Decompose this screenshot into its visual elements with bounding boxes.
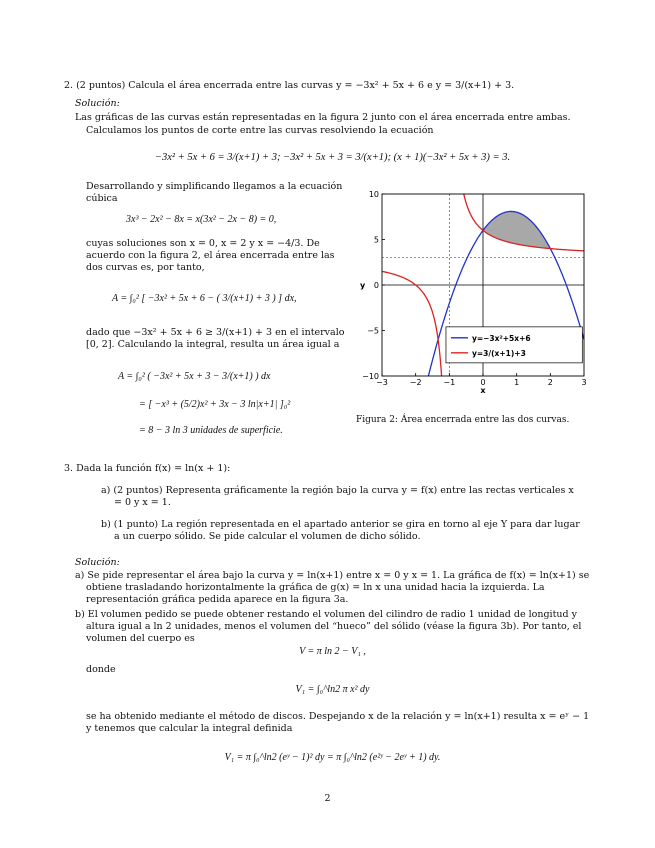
problem2-statement: 2. (2 puntos) Calcula el área encerrada entre las curvas y = −3x² + 5x + 6 e y = 3/(x+1) + 3. <box>64 80 515 91</box>
equation-intersections: −3x² + 5x + 6 = 3/(x+1) + 3; −3x² + 5x + 3 = 3/(x+1); (x + 1)(−3x² + 5x + 3) = 3. <box>154 152 511 163</box>
y-tick-label: −10 <box>362 372 379 381</box>
equation-v1: V₁ = ∫₀^ln2 π x² dy <box>295 684 370 695</box>
problem2-solution-label: Solución: <box>75 98 120 109</box>
equation-area-integral: A = ∫₀² [ −3x² + 5x + 6 − ( 3/(x+1) + 3 ) ] dx, <box>112 293 297 304</box>
problem3-part-a: a) (2 puntos) Representa gráficamente la región bajo la curva y = f(x) entre las rectas verticales x = 0 y x = 1. <box>101 485 574 508</box>
problem2-paragraph-4: cuyas soluciones son x = 0, x = 2 y x = −4/3. De acuerdo con la figura 2, el área encerrada entre las dos curvas es, por tanto, <box>86 238 335 273</box>
problem2-paragraph-5: dado que −3x² + 5x + 6 ≥ 3/(x+1) + 3 en el intervalo [0, 2]. Calculando la integral, resulta un área igual a <box>86 327 345 350</box>
y-tick-label: 5 <box>373 235 379 245</box>
x-tick-label: 0 <box>480 378 486 387</box>
equation-area-step-2: = [ −x³ + (5/2)x² + 3x − 3 ln|x+1| ]₀² <box>139 399 291 410</box>
x-tick-label: −2 <box>409 378 422 387</box>
x-axis-label: x <box>480 386 486 395</box>
problem3-part-b: b) (1 punto) La región representada en el apartado anterior se gira en torno al eje Y para dar lugar a un cuerpo sólido. Se pide calcular el volumen de dicho sólido. <box>101 519 580 542</box>
equation-volume: V = π ln 2 − V₁ , <box>299 646 366 657</box>
y-tick-label: 10 <box>368 190 379 199</box>
problem3-solution-a: a) Se pide representar el área bajo la curva y = ln(x+1) entre x = 0 y x = 1. La gráfica de f(x) = ln(x+1) se obtiene trasladando horizontalmente la gráfica de g(x) = ln x una unidad hacia la izquierda. La representación gráfica pedida aparece en la figura 3a. <box>75 570 590 605</box>
problem2-paragraph-3: Desarrollando y simplificando llegamos a la ecuación cúbica <box>86 181 343 204</box>
x-tick-label: 2 <box>547 378 553 387</box>
shaded-area <box>483 211 550 248</box>
equation-area-result: = 8 − 3 ln 3 unidades de superficie. <box>139 425 283 436</box>
problem2-paragraph-2: Calculamos los puntos de corte entre las curvas resolviendo la ecuación <box>86 125 434 136</box>
equation-area-step-1: A = ∫₀² ( −3x² + 5x + 3 − 3/(x+1) ) dx <box>118 371 271 382</box>
equation-v1-expanded: V₁ = π ∫₀^ln2 (eʸ − 1)² dy = π ∫₀^ln2 (e²ʸ − 2eʸ + 1) dy. <box>224 752 441 763</box>
equation-cubic: 3x³ − 2x² − 8x = x(3x² − 2x − 8) = 0, <box>126 214 277 225</box>
y-axis-label: y <box>360 281 366 290</box>
figure-2-chart <box>356 188 588 395</box>
x-tick-label: −1 <box>443 378 456 387</box>
x-tick-label: 1 <box>514 378 520 387</box>
problem3-paragraph-6: se ha obtenido mediante el método de discos. Despejando x de la relación y = ln(x+1) resulta x = eʸ − 1 y tenemos que calcular la integral definida <box>86 711 590 734</box>
figure-2-caption: Figura 2: Área encerrada entre las dos curvas. <box>356 415 570 425</box>
problem3-donde: donde <box>86 664 116 675</box>
problem3-statement: 3. Dada la función f(x) = ln(x + 1): <box>64 463 231 474</box>
legend-entry: y=3/(x+1)+3 <box>471 348 526 358</box>
problem3-solution-label: Solución: <box>75 557 120 568</box>
y-tick-label: −5 <box>367 326 379 336</box>
problem3-solution-b: b) El volumen pedido se puede obtener restando el volumen del cilindro de radio 1 unidad de longitud y altura igual a ln 2 unidades, menos el volumen del “hueco” del sólido (véase la figura 3b). Por tanto, el volumen del cuerpo es <box>75 609 582 644</box>
problem2-paragraph-1: Las gráficas de las curvas están representadas en la figura 2 junto con el área encerrada entre ambas. <box>75 112 571 123</box>
legend-entry: y=−3x²+5x+6 <box>471 333 531 343</box>
x-tick-label: 3 <box>581 378 587 387</box>
y-tick-label: 0 <box>373 281 379 290</box>
x-tick-label: −3 <box>376 378 388 387</box>
page-number: 2 <box>324 793 331 804</box>
